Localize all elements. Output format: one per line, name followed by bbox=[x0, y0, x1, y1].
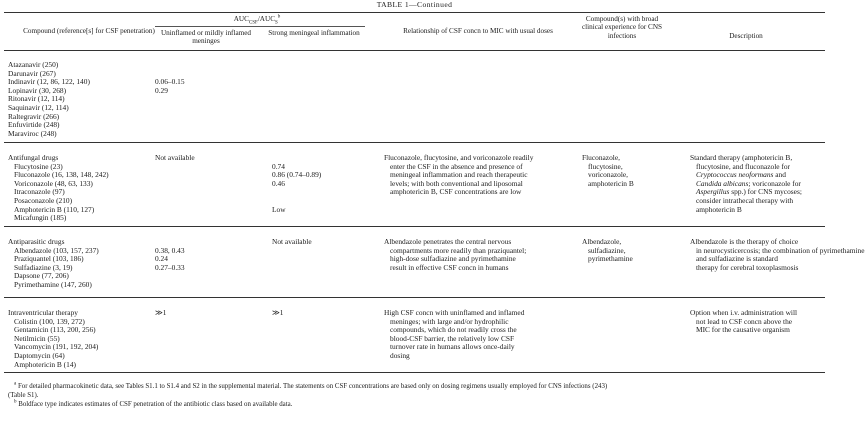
section3-uninflamed: 0.38, 0.43 0.24 0.27–0.33 bbox=[155, 245, 185, 272]
table-row: Colistin (100, 139, 272) bbox=[14, 316, 85, 326]
table-row: Itraconazole (97) bbox=[14, 187, 65, 197]
table-row: Fluconazole (16, 138, 148, 242) bbox=[14, 170, 109, 180]
header-strong: Strong meningeal inflammation bbox=[268, 29, 360, 37]
row-rule bbox=[4, 226, 825, 227]
section2-compounds bbox=[8, 154, 109, 223]
header-description: Description bbox=[729, 32, 763, 40]
table-row: Indinavir (12, 86, 122, 140) bbox=[8, 77, 90, 87]
table-row: Vancomycin (191, 192, 204) bbox=[14, 342, 99, 352]
table-row: Raltegravir (266) bbox=[8, 111, 60, 121]
section-heading: Antifungal drugs bbox=[8, 153, 59, 162]
section4-description: Option when i.v. administration will not lead to CSF concn above the MIC for the causative organism bbox=[690, 308, 798, 335]
section3-compounds bbox=[8, 238, 99, 290]
section2-description: Standard therapy (amphotericin B, flucytosine, and fluconazole for Cryptococcus neoformans and Candida albicans; voriconazole for Aspergillus spp.) for CNS mycoses; consider intrathecal therapy with amphotericin B bbox=[690, 153, 802, 214]
table-row: Daptomycin (64) bbox=[14, 350, 65, 360]
section3-relationship: Albendazole penetrates the central nervous compartments more readily than praziquantel; high-dose sulfadiazine and pyrimethamine result in effective CSF concn in humans bbox=[384, 237, 527, 272]
table-row: Gentamicin (113, 200, 256) bbox=[14, 325, 96, 335]
table-row: Albendazole (103, 157, 237) bbox=[14, 245, 99, 255]
header-uninflamed: Uninflamed or mildly inflamed meninges bbox=[160, 29, 252, 46]
footnote-a: $^a$ For detailed pharmacokinetic data, see Tables S1.1 to S1.4 and S2 in the supplemental material. The statements on CSF concentrations are based only on dosing regimens usually employed for CNS infections (243) bbox=[14, 381, 608, 390]
row-rule bbox=[4, 142, 825, 143]
header-relationship: Relationship of CSF concn to MIC with usual doses bbox=[403, 27, 553, 35]
section2-uninflamed: Not available bbox=[155, 153, 195, 162]
table-row: Flucytosine (23) bbox=[14, 161, 63, 171]
header-rule bbox=[4, 50, 825, 51]
auc-group-rule bbox=[155, 26, 365, 27]
table-row: Darunavir (267) bbox=[8, 68, 56, 78]
table-row: Ritonavir (12, 114) bbox=[8, 94, 65, 104]
table-title: TABLE 1—Continued bbox=[376, 0, 453, 9]
section2-relationship: Fluconazole, flucytosine, and voriconazole readily enter the CSF in the absence and presence of meningeal inflammation and reach therapeutic levels; with both conventional and liposomal amphotericin B, CSF concentrations are low bbox=[384, 153, 534, 197]
section2-experience: Fluconazole, flucytosine, voriconazole, amphotericin B bbox=[582, 153, 634, 188]
table-row: Netilmicin (55) bbox=[14, 333, 60, 343]
section1-compounds bbox=[8, 61, 90, 138]
table-row: Lopinavir (30, 268) bbox=[8, 85, 67, 95]
footnote-b: $^b$ Boldface type indicates estimates of CSF penetration of the antibiotic class based on available data. bbox=[14, 399, 293, 408]
header-compound: Compound (reference[s] for CSF penetration) bbox=[23, 27, 155, 35]
section3-description: Albendazole is the therapy of choice in neurocysticercosis; the combination of pyrimethamine and sulfadiazine is standard therapy for cerebral toxoplasmosis bbox=[690, 237, 865, 272]
bottom-rule bbox=[4, 372, 825, 373]
top-rule bbox=[4, 12, 825, 13]
table-row: Voriconazole (48, 63, 133) bbox=[14, 178, 93, 188]
table-row: Atazanavir (250) bbox=[8, 60, 59, 69]
section4-strong: ≫1 bbox=[272, 308, 284, 317]
header-auc-group: $AUC_{CSF}/AUC_S^b$ bbox=[233, 14, 281, 26]
section4-uninflamed: ≫1 bbox=[155, 308, 167, 317]
header-experience: Compound(s) with broad clinical experience for CNS infections bbox=[581, 15, 663, 40]
section4-compounds bbox=[8, 309, 98, 369]
section4-relationship: High CSF concn with uninflamed and inflamed meninges; with large and/or hydrophilic compounds, which do not readily cross the blood-CSF barrier, the relatively low CSF turnover rate in humans allows once-daily dosing bbox=[384, 308, 525, 360]
table-row: Saquinavir (12, 114) bbox=[8, 102, 69, 112]
table-row: Pyrimethamine (147, 260) bbox=[14, 279, 92, 289]
section2-strong: 0.74 0.86 (0.74–0.89) 0.46 Low bbox=[272, 161, 322, 214]
section-heading: Antiparasitic drugs bbox=[8, 237, 65, 246]
table-row: Enfuvirtide (248) bbox=[8, 120, 60, 130]
section-heading: Intraventricular therapy bbox=[8, 308, 78, 317]
table-row: Micafungin (185) bbox=[14, 213, 67, 223]
section1-uninflamed: 0.06–0.15 0.29 bbox=[155, 77, 185, 95]
table-row: Posaconazole (210) bbox=[14, 195, 73, 205]
table-row: Amphotericin B (110, 127) bbox=[14, 204, 95, 214]
table-row: Sulfadiazine (3, 19) bbox=[14, 262, 73, 272]
row-rule bbox=[4, 297, 825, 298]
table-row: Dapsone (77, 206) bbox=[14, 271, 69, 281]
footnote-a-continued: (Table S1). bbox=[8, 392, 39, 399]
section3-experience: Albendazole, sulfadiazine, pyrimethamine bbox=[582, 237, 633, 264]
table-row: Praziquantel (103, 186) bbox=[14, 254, 84, 264]
section3-strong: Not available bbox=[272, 237, 312, 246]
table-row: Amphotericin B (14) bbox=[14, 359, 76, 369]
table-row: Maraviroc (248) bbox=[8, 128, 57, 138]
